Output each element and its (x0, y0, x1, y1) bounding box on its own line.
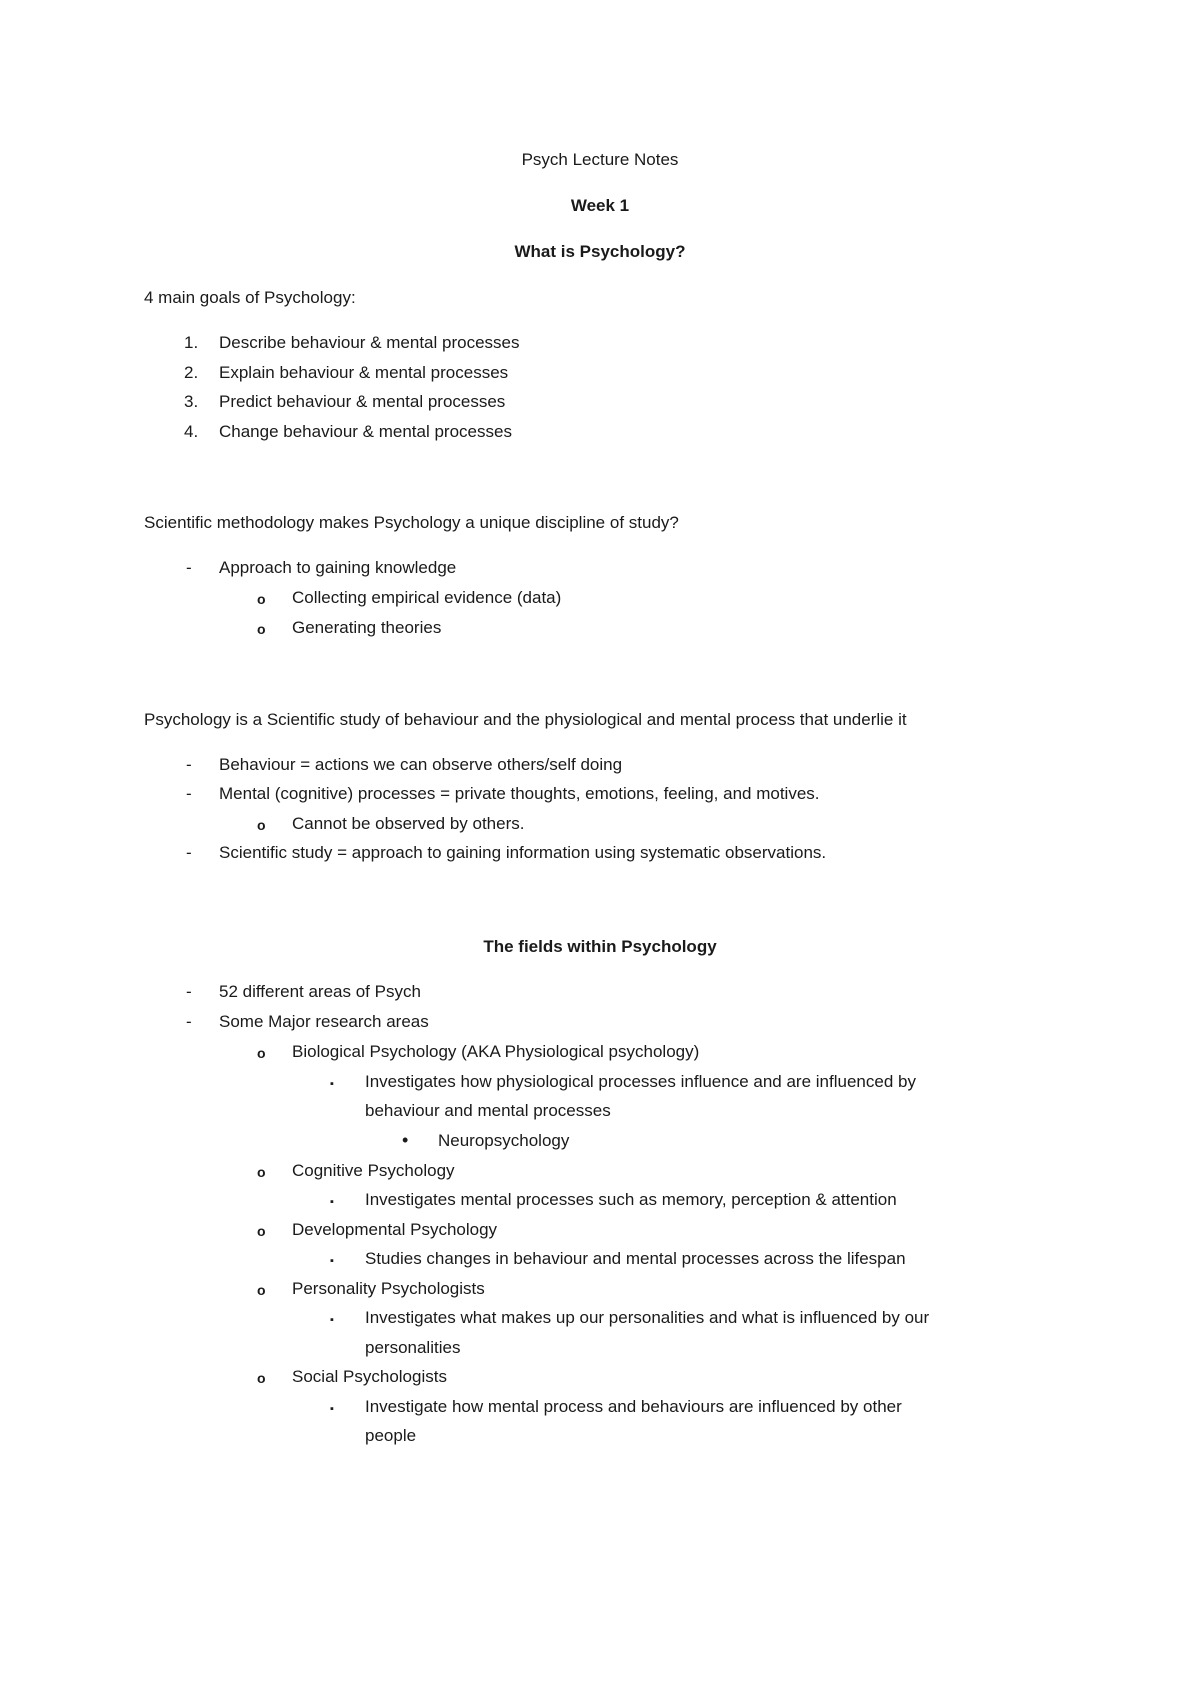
definition-intro: Psychology is a Scientific study of behaviour and the physiological and mental process that underlie it (144, 710, 907, 729)
list-item-text: Collecting empirical evidence (data) (292, 588, 562, 607)
circle-bullet: o (257, 1282, 266, 1298)
square-bullet: ▪ (330, 1078, 334, 1090)
dot-bullet: • (402, 1130, 409, 1150)
circle-bullet: o (257, 1223, 266, 1239)
list-number: 3. (184, 392, 199, 411)
dash-bullet: - (186, 755, 192, 774)
field-description: Investigates how physiological processes influence and are influenced by (365, 1072, 916, 1091)
field-name: Developmental Psychology (292, 1220, 498, 1239)
field-description: people (365, 1426, 417, 1445)
field-subarea: Neuropsychology (438, 1131, 570, 1150)
list-number: 4. (184, 422, 199, 441)
methodology-intro: Scientific methodology makes Psychology a unique discipline of study? (144, 513, 679, 532)
square-bullet: ▪ (330, 1403, 334, 1415)
list-item-text: Describe behaviour & mental processes (219, 333, 520, 352)
section-heading-what-is-psychology: What is Psychology? (514, 242, 686, 261)
list-number: 2. (184, 363, 199, 382)
list-item-text: Explain behaviour & mental processes (219, 363, 509, 382)
dash-bullet: - (186, 1012, 192, 1031)
field-name: Personality Psychologists (292, 1279, 485, 1298)
field-name: Biological Psychology (AKA Physiological psychology) (292, 1042, 700, 1061)
circle-bullet: o (257, 591, 266, 607)
circle-bullet: o (257, 1164, 266, 1180)
list-number: 1. (184, 333, 199, 352)
list-item-text: Mental (cognitive) processes = private thoughts, emotions, feeling, and motives. (219, 784, 820, 803)
square-bullet: ▪ (330, 1314, 334, 1326)
square-bullet: ▪ (330, 1196, 334, 1208)
list-item-text: Behaviour = actions we can observe others/self doing (219, 755, 623, 774)
dash-bullet: - (186, 784, 192, 803)
list-item-text: Change behaviour & mental processes (219, 422, 512, 441)
dash-bullet: - (186, 982, 192, 1001)
field-description: personalities (365, 1338, 461, 1357)
field-name: Social Psychologists (292, 1367, 447, 1386)
circle-bullet: o (257, 1045, 266, 1061)
circle-bullet: o (257, 817, 266, 833)
list-item-text: Some Major research areas (219, 1012, 429, 1031)
section-heading-fields: The fields within Psychology (483, 937, 717, 956)
week-heading: Week 1 (570, 196, 630, 215)
circle-bullet: o (257, 1370, 266, 1386)
dash-bullet: - (186, 558, 192, 577)
list-item-text: Scientific study = approach to gaining information using systematic observations. (219, 843, 827, 862)
goals-intro: 4 main goals of Psychology: (144, 288, 356, 307)
list-item-text: Cannot be observed by others. (292, 814, 525, 833)
field-name: Cognitive Psychology (292, 1161, 455, 1180)
list-item-text: Predict behaviour & mental processes (219, 392, 506, 411)
dash-bullet: - (186, 843, 192, 862)
square-bullet: ▪ (330, 1255, 334, 1267)
field-description: Investigate how mental process and behaviours are influenced by other (365, 1397, 902, 1416)
list-item-text: 52 different areas of Psych (219, 982, 421, 1001)
field-description: Investigates what makes up our personalities and what is influenced by our (365, 1308, 930, 1327)
list-item-text: Approach to gaining knowledge (219, 558, 457, 577)
list-item-text: Generating theories (292, 618, 442, 637)
document-title: Psych Lecture Notes (521, 150, 679, 169)
field-description: behaviour and mental processes (365, 1101, 611, 1120)
field-description: Investigates mental processes such as memory, perception & attention (365, 1190, 897, 1209)
field-description: Studies changes in behaviour and mental processes across the lifespan (365, 1249, 906, 1268)
circle-bullet: o (257, 621, 266, 637)
